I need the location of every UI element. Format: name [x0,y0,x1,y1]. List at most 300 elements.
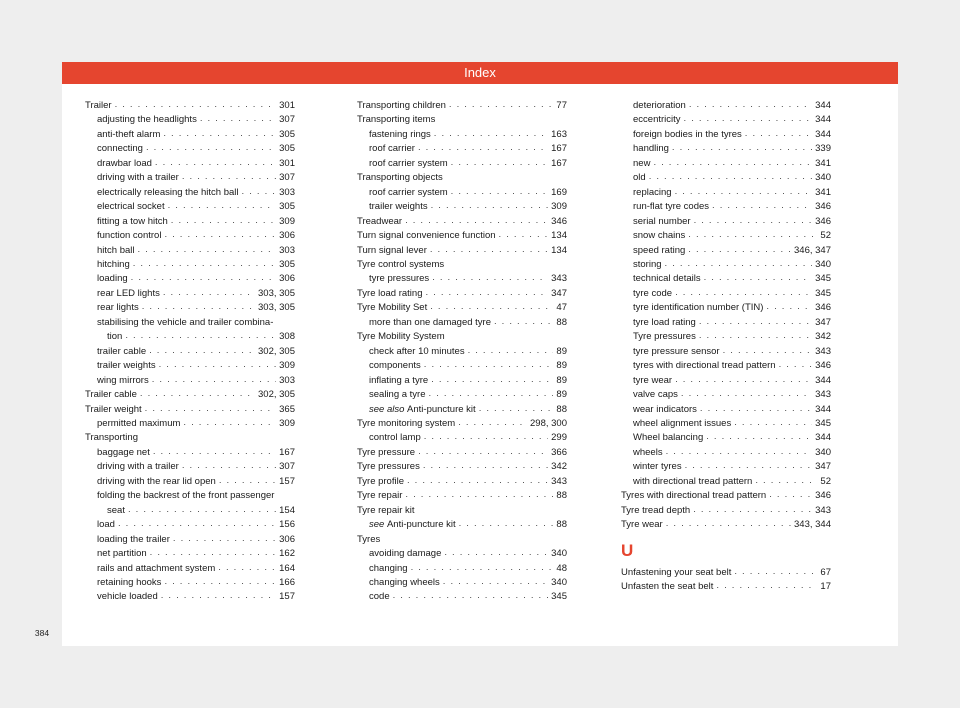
index-entry-pages: 89 [556,360,567,372]
index-column-2 [357,99,567,605]
index-entry [621,374,831,388]
index-entry [621,403,831,417]
index-entry [85,301,295,315]
index-entry-term: baggage net [97,446,150,458]
index-column-3 [621,99,831,595]
index-entry-pages: 346 [815,302,831,314]
index-entry-pages: 344 [815,100,831,111]
index-entry [85,330,295,344]
index-entry [621,258,831,272]
index-entry-pages: 302, 305 [258,389,295,401]
index-entry-term: Turn signal lever [357,244,427,256]
dot-leader [666,517,791,531]
index-entry-pages: 89 [556,374,567,386]
index-entry [85,157,295,171]
index-entry-pages: 347 [815,461,831,473]
index-entry-term: Tyre Mobility Set [357,302,428,314]
index-entry [357,431,567,445]
index-entry-term: Tyre load rating [357,287,423,299]
dot-leader [171,214,276,228]
dot-leader [672,141,812,155]
index-entry-term: check after 10 minutes [369,345,465,357]
index-entry-pages: 164 [279,562,295,574]
index-entry-pages: 309 [279,417,295,429]
index-entry-term: changing wheels [369,576,440,588]
index-entry [85,562,295,576]
index-entry-pages: 305 [279,258,295,270]
index-entry-term: Tyre pressures [357,461,420,473]
index-entry-pages: 346 [815,360,831,372]
index-entry-term: valve caps [633,389,678,401]
index-entry-term: Tyres [357,533,381,545]
index-entry [357,547,567,561]
index-entry [621,229,831,243]
index-entry-pages: 309 [551,201,567,213]
dot-leader [115,98,277,112]
index-entry-term: speed rating [633,244,686,256]
index-entry-pages: 303, 305 [258,287,295,299]
index-entry [621,475,831,489]
index-entry-pages: 365 [279,403,295,415]
index-entry [85,533,295,547]
index-entry-term: connecting [97,143,143,155]
dot-leader [665,257,813,271]
index-entry-term: Tyre repair kit [357,504,415,516]
index-entry [85,504,295,518]
index-entry-pages: 306 [279,230,295,242]
index-entry [85,576,295,590]
index-entry-term: roof carrier system [369,186,448,198]
index-entry [621,244,831,258]
index-entry [621,186,831,200]
index-entry-pages: 154 [279,504,295,516]
index-entry [357,128,567,142]
index-entry-term: wear indicators [633,403,697,415]
index-entry-term: Transporting objects [357,172,443,184]
index-entry-pages: 345 [551,591,567,603]
dot-leader [766,300,812,314]
index-entry [85,258,295,272]
index-entry-term: rear lights [97,302,139,314]
index-entry-term: avoiding damage [369,548,442,560]
index-entry-term: foreign bodies in the tyres [633,128,742,140]
index-entry-term: loading [97,273,128,285]
index-entry-term: snow chains [633,230,686,242]
index-entry-term: anti-theft alarm [97,128,161,140]
dot-leader [242,185,277,199]
index-entry-term: electrical socket [97,201,165,213]
index-entry-term: Transporting items [357,114,436,126]
index-entry [357,99,567,113]
index-entry [621,128,831,142]
index-entry-pages: 307 [279,172,295,184]
dot-leader [431,373,553,387]
index-entry [621,431,831,445]
dot-leader [745,127,812,141]
dot-leader [407,474,548,488]
index-entry-pages: 341 [815,186,831,198]
index-entry-pages: 47 [556,302,567,314]
dot-leader [684,112,813,126]
index-entry [357,171,567,185]
index-entry-term: Tyre Mobility System [357,331,445,343]
index-entry [357,287,567,301]
index-entry-term: Tyre repair [357,490,403,502]
index-entry [85,345,295,359]
index-entry-term: run-flat tyre codes [633,201,710,213]
dot-leader [182,170,276,184]
index-entry-term: permitted maximum [97,417,181,429]
index-entry-term: drawbar load [97,157,152,169]
index-entry-term: vehicle loaded [97,591,158,603]
index-entry-pages: 52 [820,475,831,487]
index-entry-pages: 134 [551,244,567,256]
dot-leader [168,199,277,213]
index-entry [357,345,567,359]
index-entry [621,388,831,402]
index-entry [621,113,831,127]
index-entry-pages: 299 [551,432,567,444]
index-entry-pages: 343, 344 [794,519,831,531]
index-entry-pages: 134 [551,230,567,242]
index-entry-term: Transporting children [357,100,446,111]
dot-leader [444,546,548,560]
dot-leader [666,445,813,459]
index-entry-pages: 345 [815,273,831,285]
index-entry [621,200,831,214]
dot-leader [424,358,554,372]
index-entry-pages: 67 [820,566,831,578]
index-entry [85,446,295,460]
index-entry-pages: 167 [551,143,567,155]
index-entry [85,142,295,156]
index-entry [357,504,567,518]
dot-leader [479,402,554,416]
index-entry [621,142,831,156]
index-entry-term: deterioration [633,100,686,111]
dot-leader [681,387,812,401]
index-entry [357,157,567,171]
cross-reference-prefix: see [369,519,387,531]
dot-leader [431,199,549,213]
index-entry [357,229,567,243]
index-entry-pages: 303 [279,374,295,386]
index-entry [85,403,295,417]
index-entry-term: rear LED lights [97,287,160,299]
dot-leader [449,98,554,112]
index-entry-pages: 307 [279,461,295,473]
index-entry-term: more than one damaged tyre [369,316,491,328]
dot-leader [125,329,276,343]
dot-leader [734,416,812,430]
index-entry-term: Unfasten the seat belt [621,581,714,593]
index-entry-term: load [97,519,115,531]
index-entry-pages: 346 [815,490,831,502]
index-entry [85,186,295,200]
dot-leader [182,459,276,473]
index-entry-term: old [633,172,646,184]
dot-leader [183,416,276,430]
index-entry-term: Tyres with directional tread pattern [621,490,767,502]
index-entry-term: tyre code [633,287,673,299]
dot-leader [779,358,813,372]
index-entry-term: Trailer [85,100,112,111]
index-entry-pages: 303 [279,186,295,198]
index-entry [621,215,831,229]
dot-leader [393,589,549,603]
index-entry-pages: 89 [556,389,567,401]
index-entry [621,460,831,474]
dot-leader [219,474,276,488]
index-entry-term: electrically releasing the hitch ball [97,186,239,198]
dot-leader [434,127,548,141]
index-entry [85,518,295,532]
dot-leader [163,286,255,300]
dot-leader [418,141,548,155]
dot-leader [153,445,276,459]
index-entry [85,128,295,142]
dot-leader [429,387,554,401]
index-entry-term: tyre pressure sensor [633,345,720,357]
index-entry-term: eccentricity [633,114,681,126]
dot-leader [459,517,554,531]
index-entry-pages: 301 [279,100,295,111]
index-entry [621,272,831,286]
dot-leader [675,373,812,387]
index-entry-pages: 167 [279,446,295,458]
index-entry-pages: 340 [551,576,567,588]
index-entry [357,388,567,402]
index-entry [85,200,295,214]
index-entry-term: with directional tread pattern [633,475,753,487]
index-entry-pages: 343 [551,273,567,285]
index-entry [85,272,295,286]
dot-leader [173,532,276,546]
dot-leader [430,300,553,314]
index-entry-pages: 89 [556,345,567,357]
index-entry-term: loading the trailer [97,533,170,545]
index-entry [357,518,567,532]
dot-leader [159,358,277,372]
index-entry-pages: 162 [279,548,295,560]
index-entry-pages: 339 [815,143,831,155]
index-entry-term: tyres with directional tread pattern [633,360,776,372]
index-entry-pages: 157 [279,475,295,487]
index-entry-term: new [633,157,651,169]
dot-leader [138,243,277,257]
index-entry [85,215,295,229]
index-entry [621,301,831,315]
index-entry-pages: 88 [556,316,567,328]
index-entry-term: trailer weights [369,201,428,213]
index-entry-pages: 342 [551,461,567,473]
index-entry-term: fitting a tow hitch [97,215,168,227]
index-entry-term: seat [107,504,125,516]
index-entry [357,215,567,229]
index-column-1 [85,99,295,605]
dot-leader [688,228,817,242]
index-entry-term: Tyre pressures [633,331,696,343]
index-entry [357,359,567,373]
dot-leader [163,127,276,141]
index-entry-pages: 88 [556,490,567,502]
index-entry [357,258,567,272]
index-entry-term: control lamp [369,432,421,444]
index-entry-term: tyre load rating [633,316,696,328]
index-entry-pages: 346 [815,201,831,213]
dot-leader [712,199,812,213]
index-entry [85,388,295,402]
dot-leader [128,503,276,517]
index-entry [357,200,567,214]
index-entry-term: Trailer weight [85,403,142,415]
index-entry-term: Tyre tread depth [621,504,691,516]
dot-leader [675,286,812,300]
dot-leader [451,185,548,199]
index-entry [357,272,567,286]
index-entry-term: folding the backrest of the front passenger [97,490,275,502]
index-entry [85,374,295,388]
index-entry [357,460,567,474]
dot-leader [689,98,812,112]
index-entry-term: Tyre profile [357,475,404,487]
dot-leader [675,185,813,199]
dot-leader [704,271,813,285]
dot-leader [458,416,527,430]
index-entry [357,417,567,431]
index-entry-pages: 341 [815,157,831,169]
dot-leader [133,257,276,271]
index-entry-pages: 52 [820,230,831,242]
index-entry [357,576,567,590]
index-entry-term: hitch ball [97,244,135,256]
index-entry-pages: 305 [279,128,295,140]
dot-leader [723,344,813,358]
index-entry-pages: 346 [551,215,567,227]
index-entry-term: driving with the rear lid open [97,475,216,487]
index-entry [621,157,831,171]
dot-leader [405,488,553,502]
index-letter-heading: U [621,540,634,560]
index-entry-term: tyre wear [633,374,673,386]
page-number: 384 [34,628,50,638]
index-entry-term: driving with a trailer [97,172,179,184]
index-entry-pages: 303, 305 [258,302,295,314]
index-entry-pages: 156 [279,519,295,531]
dot-leader [451,156,548,170]
dot-leader [164,575,276,589]
index-entry-term: storing [633,258,662,270]
dot-leader [432,271,548,285]
index-entry [621,566,831,580]
index-entry-pages: 347 [551,287,567,299]
index-entry-pages: 344 [815,128,831,140]
index-entry-term: Treadwear [357,215,403,227]
dot-leader [218,561,276,575]
dot-leader [734,565,817,579]
index-entry-pages: 344 [815,432,831,444]
dot-leader [755,474,817,488]
index-entry [357,330,567,344]
index-entry-pages: 343 [551,475,567,487]
index-entry-term: see Anti-puncture kit [369,519,456,531]
dot-leader [150,546,276,560]
index-entry [621,446,831,460]
index-entry [621,504,831,518]
index-entry [85,287,295,301]
index-entry-pages: 166 [279,576,295,588]
dot-leader [649,170,812,184]
index-entry-pages: 298, 300 [530,417,567,429]
index-entry-pages: 17 [820,581,831,593]
index-entry-term: Transporting [85,432,138,444]
index-entry [357,244,567,258]
index-entry-pages: 342 [815,331,831,343]
index-entry-pages: 88 [556,403,567,415]
index-entry-pages: 305 [279,143,295,155]
index-entry-pages: 307 [279,114,295,126]
index-entry [357,142,567,156]
index-entry [85,229,295,243]
index-entry [621,330,831,344]
dot-leader [411,561,554,575]
index-entry [85,431,295,445]
index-entry-pages: 48 [556,562,567,574]
index-entry-pages: 344 [815,374,831,386]
index-entry-pages: 77 [556,100,567,111]
index-entry-term: Tyre control systems [357,258,445,270]
index-entry-term: fastening rings [369,128,431,140]
index-entry-pages: 305 [279,201,295,213]
index-entry [85,171,295,185]
index-entry [85,460,295,474]
index-entry [85,590,295,604]
index-entry-term: Tyre wear [621,519,663,531]
index-entry-term: inflating a tyre [369,374,429,386]
dot-leader [424,430,548,444]
index-entry [357,446,567,460]
dot-leader [146,141,276,155]
index-entry [621,580,831,594]
index-entry-term: Turn signal convenience function [357,230,496,242]
index-entry-pages: 366 [551,446,567,458]
index-entry-pages: 346, 347 [794,244,831,256]
index-entry [85,489,295,503]
index-entry-term: roof carrier system [369,157,448,169]
index-entry [621,417,831,431]
index-entry [85,113,295,127]
index-entry-term: Wheel balancing [633,432,704,444]
index-entry-term: hitching [97,258,130,270]
dot-leader [700,402,812,416]
index-entry-term: wheel alignment issues [633,417,732,429]
dot-leader [200,112,276,126]
dot-leader [405,214,548,228]
index-entry-term: Tyre pressure [357,446,416,458]
dot-leader [688,243,791,257]
dot-leader [468,344,554,358]
index-entry [621,345,831,359]
dot-leader [494,315,553,329]
dot-leader [443,575,548,589]
index-entry-pages: 167 [551,157,567,169]
dot-leader [694,214,813,228]
index-entry [357,533,567,547]
index-entry-term: function control [97,230,162,242]
index-entry-term: adjusting the headlights [97,114,197,126]
index-entry [357,403,567,417]
dot-leader [699,329,812,343]
